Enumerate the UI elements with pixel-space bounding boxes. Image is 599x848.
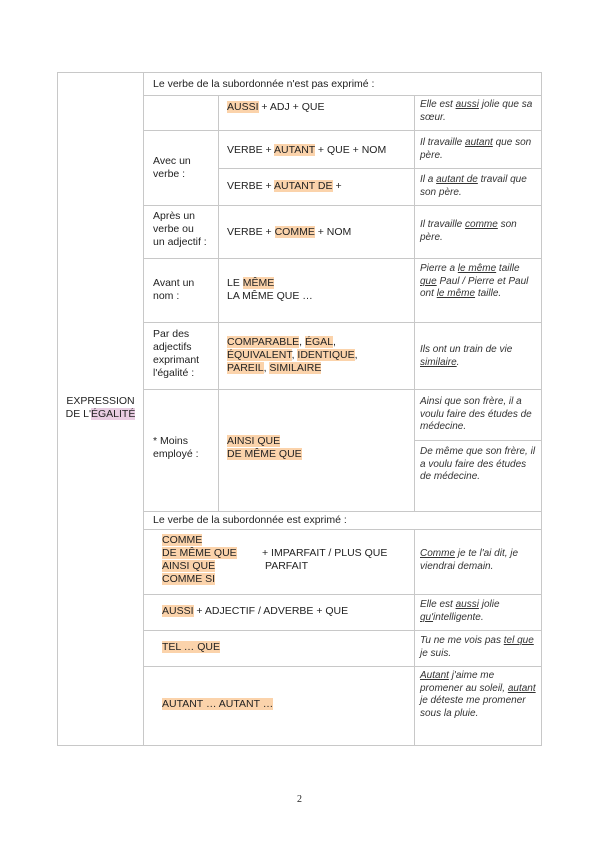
label-avant-nom xyxy=(153,277,194,303)
example-text: jolie xyxy=(478,599,500,610)
example-text: Ils ont un train de vie xyxy=(420,344,513,355)
formula-tense xyxy=(262,547,387,573)
formula-separator: , xyxy=(291,349,298,361)
formula-highlight: AUSSI xyxy=(227,101,259,113)
formula-text: VERBE + xyxy=(227,144,274,156)
formula-text: + NOM xyxy=(314,226,352,238)
example-text: intelligente. xyxy=(433,611,484,623)
formula-highlight: AUTANT xyxy=(273,144,316,156)
example-underline: aussi xyxy=(455,99,479,110)
example-text: je suis. xyxy=(420,647,452,659)
border-right xyxy=(541,72,542,746)
example-underline: autant xyxy=(465,137,493,148)
example-underline: Comme xyxy=(420,548,456,559)
label-line: Par des xyxy=(153,328,190,340)
row-line xyxy=(143,666,542,667)
formula-highlight: DE MÊME QUE xyxy=(162,547,237,559)
formula-autant-autant xyxy=(162,698,273,711)
formula-line xyxy=(227,435,302,448)
formula-line xyxy=(227,336,412,349)
example-text: Il travaille xyxy=(420,219,466,230)
formula-highlight: PAREIL xyxy=(227,362,264,374)
category-line2 xyxy=(58,408,143,421)
example-r8 xyxy=(420,548,538,573)
example-text: Elle est xyxy=(420,599,456,610)
example-text: Elle est xyxy=(420,99,456,110)
formula-text: + ADJECTIF / ADVERBE + QUE xyxy=(193,605,349,617)
border-col2-top xyxy=(218,95,219,511)
formula-highlight: COMME xyxy=(274,226,315,238)
row-line xyxy=(143,594,542,595)
formula-highlight: AUSSI xyxy=(162,605,194,617)
example-underline: le même xyxy=(457,263,497,274)
label-avec-verbe xyxy=(153,155,191,181)
formula-line xyxy=(227,448,302,461)
formula-text: + xyxy=(332,180,342,192)
label-apres-verbe xyxy=(153,210,207,249)
label-line: verbe ou xyxy=(153,223,194,235)
formula-highlight: SIMILAIRE xyxy=(269,362,322,374)
row-line xyxy=(143,529,542,530)
category-label xyxy=(58,395,143,421)
formula-text: LE xyxy=(227,277,243,289)
example-r10 xyxy=(420,635,538,660)
category-highlight: ÉGALITÉ xyxy=(91,408,136,420)
formula-ainsi-que xyxy=(227,435,302,461)
example-r7b: De même que son frère, il a voulu faire des études de médecine. xyxy=(420,446,536,482)
formula-separator: , xyxy=(263,362,270,374)
example-underline: comme xyxy=(465,219,498,230)
formula-highlight: AINSI QUE xyxy=(227,435,281,447)
formula-highlight: TEL … QUE xyxy=(162,641,220,653)
row-line xyxy=(143,322,542,323)
border-bottom xyxy=(57,745,542,746)
border-top xyxy=(57,72,542,73)
label-line: nom : xyxy=(153,290,180,302)
row-line xyxy=(143,258,542,259)
example-r9 xyxy=(420,599,538,624)
formula-separator: , xyxy=(333,336,336,348)
example-r7a: Ainsi que son frère, il a voulu faire des études de médecine. xyxy=(420,396,532,432)
formula-highlight: DE MÊME QUE xyxy=(227,448,302,460)
row-line xyxy=(143,630,542,631)
section-header-2: Le verbe de la subordonnée est exprimé : xyxy=(153,514,347,526)
example-r4 xyxy=(420,219,538,244)
formula-line xyxy=(162,573,237,586)
label-line: exprimant xyxy=(153,354,200,366)
formula-line xyxy=(227,349,412,362)
formula-line: PARFAIT xyxy=(265,560,308,572)
example-text: taille xyxy=(496,263,520,274)
row-line xyxy=(143,130,542,131)
formula-adjectifs xyxy=(227,336,412,375)
formula-text: VERBE + xyxy=(227,180,274,192)
formula-text: VERBE + xyxy=(227,226,275,238)
example-r6 xyxy=(420,344,538,369)
page-number: 2 xyxy=(297,794,302,805)
formula-line xyxy=(227,277,313,290)
example-text: j'aime me promener au soleil, xyxy=(420,670,508,694)
example-text: travail que son père. xyxy=(420,174,527,198)
example-r3 xyxy=(420,174,538,199)
label-line: un adjectif : xyxy=(153,236,207,248)
formula-text: + ADJ + QUE xyxy=(258,101,325,113)
label-moins-employe xyxy=(153,435,199,461)
formula-aussi-adjectif xyxy=(162,605,348,618)
example-text: Pierre a xyxy=(420,263,458,274)
formula-text: + QUE + NOM xyxy=(315,144,387,156)
formula-separator: , xyxy=(299,336,306,348)
formula-line xyxy=(162,534,237,547)
example-underline: Autant xyxy=(420,670,449,681)
example-r11 xyxy=(420,670,538,720)
example-underline: qu' xyxy=(420,611,434,623)
formula-line: LA MÊME QUE … xyxy=(227,290,313,302)
row-line xyxy=(143,95,542,96)
border-col3-top xyxy=(414,95,415,511)
formula-line xyxy=(162,547,237,560)
formula-autant xyxy=(227,144,386,157)
formula-separator: , xyxy=(354,349,358,361)
example-underline: le même xyxy=(436,288,476,299)
example-text: Il travaille xyxy=(420,137,466,148)
border-col3-bottom xyxy=(414,529,415,746)
example-underline: autant xyxy=(507,682,536,694)
example-text: taille. xyxy=(475,288,502,299)
formula-comme xyxy=(227,226,351,239)
row-line xyxy=(143,205,542,206)
label-line: Après un xyxy=(153,210,196,222)
section-header-1: Le verbe de la subordonnée n'est pas exprimé : xyxy=(153,78,375,90)
formula-line xyxy=(227,362,412,375)
example-underline: similaire xyxy=(420,356,457,368)
row-line xyxy=(143,511,542,512)
label-line: employé : xyxy=(153,448,199,460)
formula-autant-de xyxy=(227,180,342,193)
example-text: je te l'ai dit, je viendrai demain. xyxy=(420,548,519,572)
example-text: jolie que sa sœur. xyxy=(420,99,533,123)
label-adjectifs xyxy=(153,328,199,380)
formula-highlight: ÉQUIVALENT xyxy=(227,349,292,361)
row-line xyxy=(414,440,542,441)
category-line1: EXPRESSION xyxy=(66,395,135,407)
formula-line: + IMPARFAIT / PLUS QUE xyxy=(262,547,388,559)
formula-highlight: AUTANT DE xyxy=(273,180,333,192)
row-line xyxy=(143,389,542,390)
label-line: verbe : xyxy=(153,168,186,180)
example-text: . xyxy=(456,356,460,368)
example-underline: autant de xyxy=(436,174,478,185)
label-line: Avec un xyxy=(153,155,191,167)
example-text: son père. xyxy=(420,219,517,243)
formula-tel-que xyxy=(162,641,220,654)
example-r5 xyxy=(420,263,538,301)
formula-highlight: COMPARABLE xyxy=(227,336,300,348)
example-text: Paul / Pierre et Paul ont xyxy=(420,275,529,299)
category-prefix: DE L' xyxy=(65,408,91,420)
formula-line xyxy=(162,560,237,573)
example-underline: aussi xyxy=(455,599,479,610)
formula-highlight: COMME SI xyxy=(162,573,216,585)
formula-highlight: COMME xyxy=(162,534,203,546)
example-underline: tel que xyxy=(503,635,534,646)
example-r2 xyxy=(420,137,538,162)
formula-meme xyxy=(227,277,313,303)
example-r1 xyxy=(420,99,538,124)
formula-highlight: MÊME xyxy=(242,277,275,289)
example-underline: que xyxy=(420,275,437,287)
row-line xyxy=(218,168,542,169)
label-line: adjectifs xyxy=(153,341,192,353)
border-col1 xyxy=(143,72,144,746)
example-text: Il a xyxy=(420,174,437,185)
example-text: que son père. xyxy=(420,137,532,161)
formula-highlight: AINSI QUE xyxy=(162,560,216,572)
label-line: l'égalité : xyxy=(153,367,195,379)
label-line: * Moins xyxy=(153,435,189,447)
example-text: Tu ne me vois pas xyxy=(420,635,504,646)
formula-highlight: ÉGAL xyxy=(305,336,334,348)
formula-aussi xyxy=(227,101,324,114)
label-line: Avant un xyxy=(153,277,195,289)
formula-conjonctions xyxy=(162,534,237,586)
formula-highlight: AUTANT … AUTANT … xyxy=(162,698,274,710)
example-text: je déteste me promener sous la pluie. xyxy=(420,695,526,719)
formula-highlight: IDENTIQUE xyxy=(297,349,355,361)
